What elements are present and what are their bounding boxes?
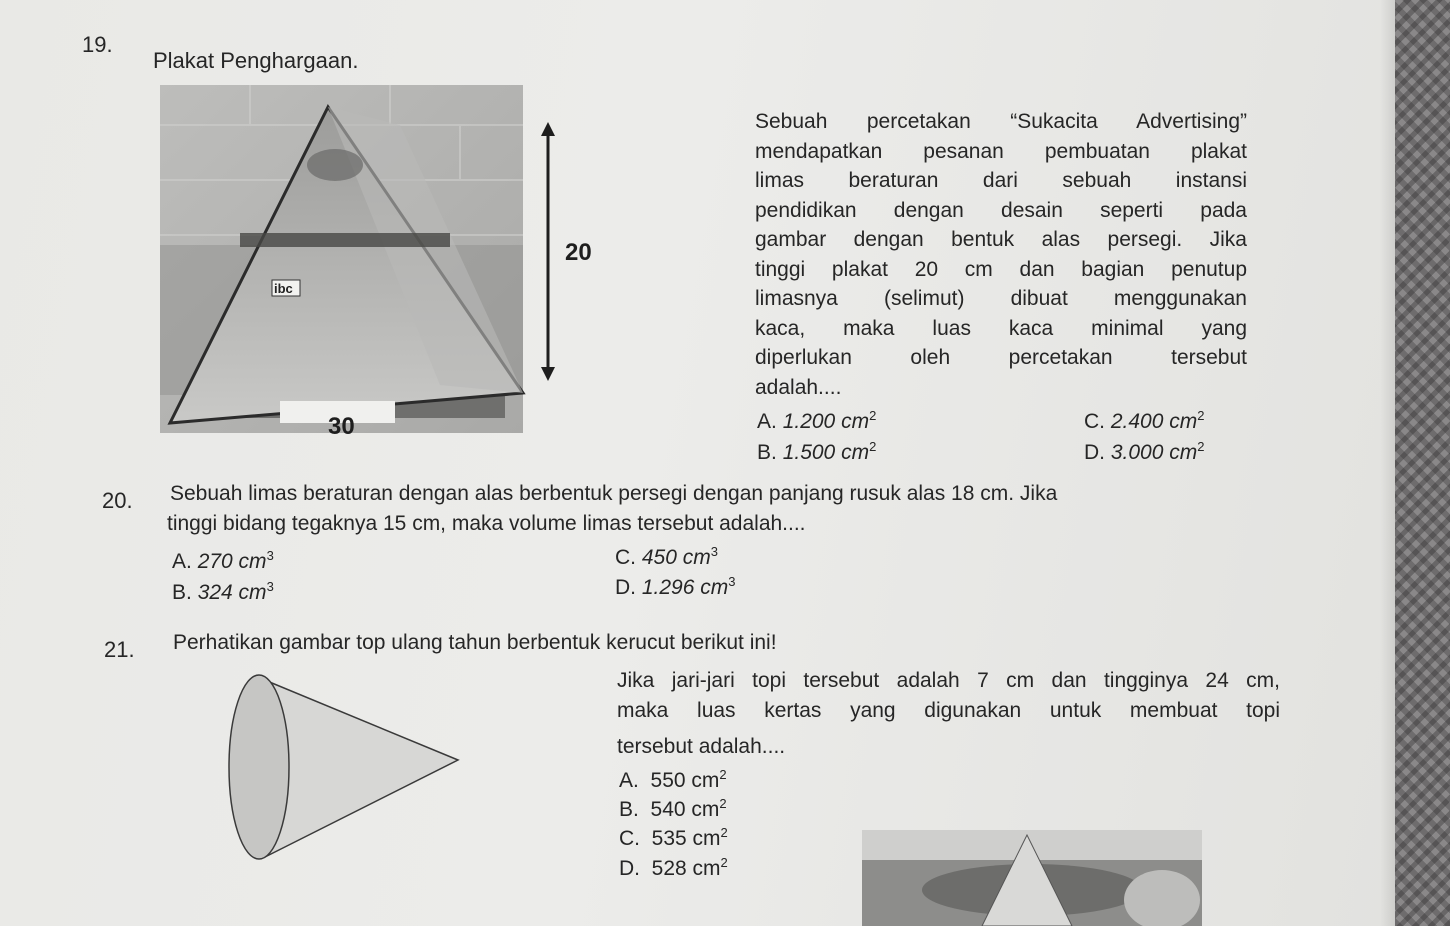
q21-number: 21. [104, 637, 135, 662]
q19-line: Sebuah percetakan “Sukacita Advertising” [755, 110, 1247, 133]
q19-option-b[interactable]: B. 1.500 $cm^2$ [757, 439, 877, 464]
q21-line: tersebut adalah.... [617, 735, 786, 758]
q21-line: maka luas kertas yang digunakan untuk membuat topi [617, 699, 1280, 722]
q21-option-d[interactable]: D. 528 $cm^2$ [619, 855, 728, 880]
plaque-logo-text: ibc [274, 281, 293, 296]
q19-plaque-figure [160, 85, 600, 437]
q21-option-c[interactable]: C. 535 $cm^2$ [619, 825, 728, 850]
q20-line: tinggi bidang tegaknya 15 cm, maka volume limas tersebut adalah.... [167, 512, 806, 535]
q19-line: limas beraturan dari sebuah instansi [755, 169, 1247, 192]
q20-option-c[interactable]: C. 450 $cm^3$ [615, 544, 718, 569]
q20-number: 20. [102, 488, 133, 513]
q19-line: pendidikan dengan desain seperti pada [755, 199, 1247, 222]
q19-line: kaca, maka luas kaca minimal yang [755, 317, 1247, 340]
q21-line: Jika jari-jari topi tersebut adalah 7 cm dan tingginya 24 cm, [617, 669, 1280, 692]
q20-option-d[interactable]: D. 1.296 $cm^3$ [615, 574, 736, 599]
q19-option-a[interactable]: A. 1.200 $cm^2$ [757, 408, 877, 433]
q19-line: tinggi plakat 20 cm dan bagian penutup [755, 258, 1247, 281]
q19-line: diperlukan oleh percetakan tersebut [755, 346, 1247, 369]
q21-intro: Perhatikan gambar top ulang tahun berbentuk kerucut berikut ini! [173, 631, 777, 654]
q19-title: Plakat Penghargaan. [153, 48, 359, 73]
q19-option-d[interactable]: D. 3.000 $cm^2$ [1084, 439, 1205, 464]
q19-line: gambar dengan bentuk alas persegi. Jika [755, 228, 1247, 251]
q21-option-a[interactable]: A. 550 $cm^2$ [619, 767, 727, 792]
q21-option-b[interactable]: B. 540 $cm^2$ [619, 796, 727, 821]
background-fabric [1395, 0, 1450, 926]
q19-line: adalah.... [755, 376, 842, 399]
next-question-photo [862, 830, 1202, 926]
q19-number: 19. [82, 32, 113, 57]
q19-option-c[interactable]: C. 2.400 $cm^2$ [1084, 408, 1205, 433]
cone-opening [229, 675, 289, 859]
q20-option-b[interactable]: B. 324 $cm^3$ [172, 579, 274, 604]
q20-option-a[interactable]: A. 270 $cm^3$ [172, 548, 274, 573]
q21-cone-figure [215, 668, 465, 868]
q19-line: mendapatkan pesanan pembuatan plakat [755, 140, 1247, 163]
q19-line: limasnya (selimut) dibuat menggunakan [755, 287, 1247, 310]
height-label: 20 [565, 239, 592, 266]
base-label: 30 [328, 413, 355, 437]
plaque-emblem [307, 149, 363, 181]
q20-line: Sebuah limas beraturan dengan alas berbentuk persegi dengan panjang rusuk alas 18 cm. Jika [170, 482, 1058, 505]
